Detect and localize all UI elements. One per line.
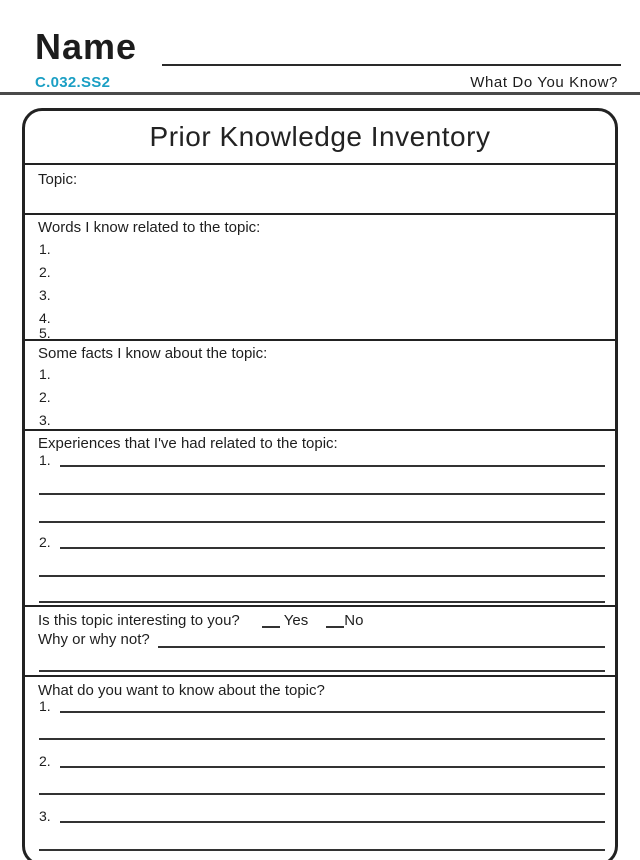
interest-section — [25, 605, 615, 675]
name-label: Name — [35, 26, 138, 67]
want-2-write-line[interactable] — [39, 793, 605, 795]
words-section[interactable] — [25, 213, 615, 339]
want-item-3 — [39, 809, 605, 823]
topic-section[interactable] — [25, 163, 615, 213]
prior-knowledge-inventory-box — [22, 108, 618, 860]
words-item-number: 3. — [39, 287, 51, 303]
form-title: Prior Knowledge Inventory — [149, 121, 491, 152]
words-label: Words I know related to the topic: — [38, 219, 261, 236]
experience-2-write-line[interactable] — [39, 601, 605, 603]
no-checkbox-blank[interactable] — [326, 625, 344, 628]
form-title-section — [25, 111, 615, 163]
facts-item-number: 2. — [39, 389, 51, 405]
words-item-number: 5. — [39, 325, 51, 341]
interest-question: Is this topic interesting to you? — [38, 612, 240, 629]
why-row — [38, 631, 605, 648]
experience-1-write-line[interactable] — [39, 521, 605, 523]
experience-2-write-line[interactable] — [39, 575, 605, 577]
experience-item-number: 1. — [39, 452, 51, 468]
experiences-section — [25, 429, 615, 605]
facts-item-number: 1. — [39, 366, 51, 382]
experience-1-write-line[interactable] — [39, 493, 605, 495]
header-divider — [0, 92, 640, 95]
words-item-number: 4. — [39, 310, 51, 326]
why-write-line[interactable] — [158, 645, 605, 648]
interest-question-row — [38, 612, 605, 629]
want-3-write-line[interactable] — [39, 849, 605, 851]
want-to-know-section — [25, 675, 615, 860]
topic-label: Topic: — [38, 171, 78, 188]
experiences-label: Experiences that I've had related to the topic: — [38, 435, 338, 452]
want-1-write-line[interactable] — [39, 738, 605, 740]
want-item-number: 1. — [39, 698, 51, 714]
want-label: What do you want to know about the topic? — [38, 682, 325, 699]
why-label: Why or why not? — [38, 631, 150, 648]
name-write-line[interactable] — [162, 64, 621, 66]
facts-label: Some facts I know about the topic: — [38, 345, 268, 362]
worksheet-series-title: What Do You Know? — [470, 74, 618, 91]
experience-1-write-line[interactable] — [60, 464, 605, 467]
experience-item-1 — [39, 453, 605, 467]
want-2-write-line[interactable] — [60, 765, 605, 768]
want-3-write-line[interactable] — [60, 820, 605, 823]
yes-checkbox-blank[interactable] — [262, 625, 280, 628]
want-item-2 — [39, 754, 605, 768]
words-item-number: 2. — [39, 264, 51, 280]
yes-label: Yes — [283, 612, 309, 629]
want-1-write-line[interactable] — [60, 710, 605, 713]
want-item-number: 2. — [39, 753, 51, 769]
why-write-line[interactable] — [39, 670, 605, 672]
facts-item-number: 3. — [39, 412, 51, 428]
want-item-1 — [39, 699, 605, 713]
experience-item-number: 2. — [39, 534, 51, 550]
words-item-number: 1. — [39, 241, 51, 257]
experience-item-2 — [39, 535, 605, 549]
want-item-number: 3. — [39, 808, 51, 824]
worksheet-code: C.032.SS2 — [35, 74, 111, 91]
no-label: No — [344, 612, 364, 629]
experience-2-write-line[interactable] — [60, 546, 605, 549]
facts-section[interactable] — [25, 339, 615, 429]
